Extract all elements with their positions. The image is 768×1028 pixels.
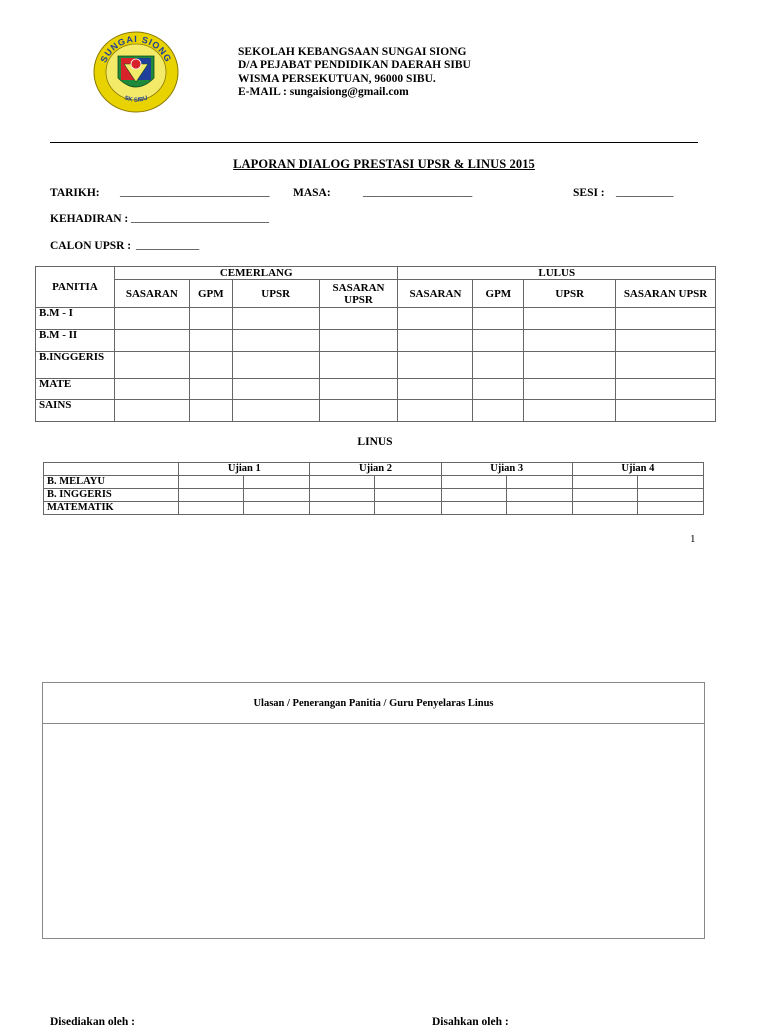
table-row (44, 476, 704, 489)
linus-title: LINUS (357, 436, 393, 448)
sesi-label: SESI : (573, 187, 605, 199)
comment-box (42, 682, 705, 939)
sesi-field[interactable]: __________ (616, 186, 674, 198)
row-label: B. INGGERIS (44, 489, 179, 502)
header-ujian-3: Ujian 3 (441, 463, 572, 476)
page-number: 1 (690, 533, 696, 545)
header-sasaran: SASARAN (398, 280, 473, 308)
calon-upsr-field[interactable]: ___________ (136, 239, 200, 251)
header-ujian-2: Ujian 2 (310, 463, 441, 476)
row-label: B.M - I (36, 308, 115, 330)
row-label: B.M - II (36, 330, 115, 352)
calon-upsr-label: CALON UPSR : (50, 240, 132, 252)
logo-top-text: SUNGAI SIONG (98, 33, 174, 65)
table-row (36, 379, 716, 400)
table-row (36, 308, 716, 330)
comment-area[interactable] (43, 724, 704, 938)
row-label: MATE (36, 379, 115, 400)
header-lulus: LULUS (398, 267, 716, 280)
header-sasaran-upsr: SASARAN UPSR (616, 280, 716, 308)
row-label: SAINS (36, 400, 115, 422)
header-sasaran-upsr: SASARAN UPSR (319, 280, 398, 308)
tarikh-label: TARIKH: (50, 187, 100, 199)
table-row (44, 463, 704, 476)
header-gpm: GPM (473, 280, 524, 308)
row-label: MATEMATIK (44, 502, 179, 515)
kehadiran-label: KEHADIRAN : (50, 213, 129, 225)
header-panitia: PANITIA (36, 267, 115, 308)
table-row (36, 330, 716, 352)
kehadiran-field[interactable]: ________________________ (131, 212, 269, 224)
linus-table (43, 462, 704, 515)
logo-bottom-text: SK SIBU (123, 95, 149, 104)
table-row (36, 400, 716, 422)
school-name: SEKOLAH KEBANGSAAN SUNGAI SIONG (238, 46, 467, 58)
prepared-by-label: Disediakan oleh : (50, 1016, 135, 1028)
comment-box-heading: Ulasan / Penerangan Panitia / Guru Penyelaras Linus (43, 683, 704, 724)
header-upsr: UPSR (524, 280, 616, 308)
header-ujian-1: Ujian 1 (179, 463, 310, 476)
page-title: LAPORAN DIALOG PRESTASI UPSR & LINUS 2015 (233, 157, 535, 171)
school-crest-icon (92, 30, 180, 114)
school-email: E-MAIL : sungaisiong@gmail.com (238, 86, 409, 99)
header-ujian-4: Ujian 4 (572, 463, 703, 476)
masa-label: MASA: (293, 187, 331, 199)
tarikh-field[interactable]: __________________________ (120, 186, 270, 198)
table-row (44, 489, 704, 502)
table-row (36, 352, 716, 379)
school-address-1: D/A PEJABAT PENDIDIKAN DAERAH SIBU (238, 59, 471, 72)
upsr-table (35, 266, 716, 422)
header-upsr: UPSR (232, 280, 319, 308)
school-address-2: WISMA PERSEKUTUAN, 96000 SIBU. (238, 72, 436, 85)
header-gpm: GPM (189, 280, 232, 308)
approved-by-label: Disahkan oleh : (432, 1016, 509, 1028)
row-label: B. MELAYU (44, 476, 179, 489)
header-cemerlang: CEMERLANG (114, 267, 398, 280)
school-header (238, 46, 471, 100)
header-divider (50, 142, 698, 143)
header-sasaran: SASARAN (114, 280, 189, 308)
row-label: B.INGGERIS (36, 352, 115, 379)
table-row (44, 502, 704, 515)
masa-field[interactable]: ___________________ (363, 186, 473, 198)
